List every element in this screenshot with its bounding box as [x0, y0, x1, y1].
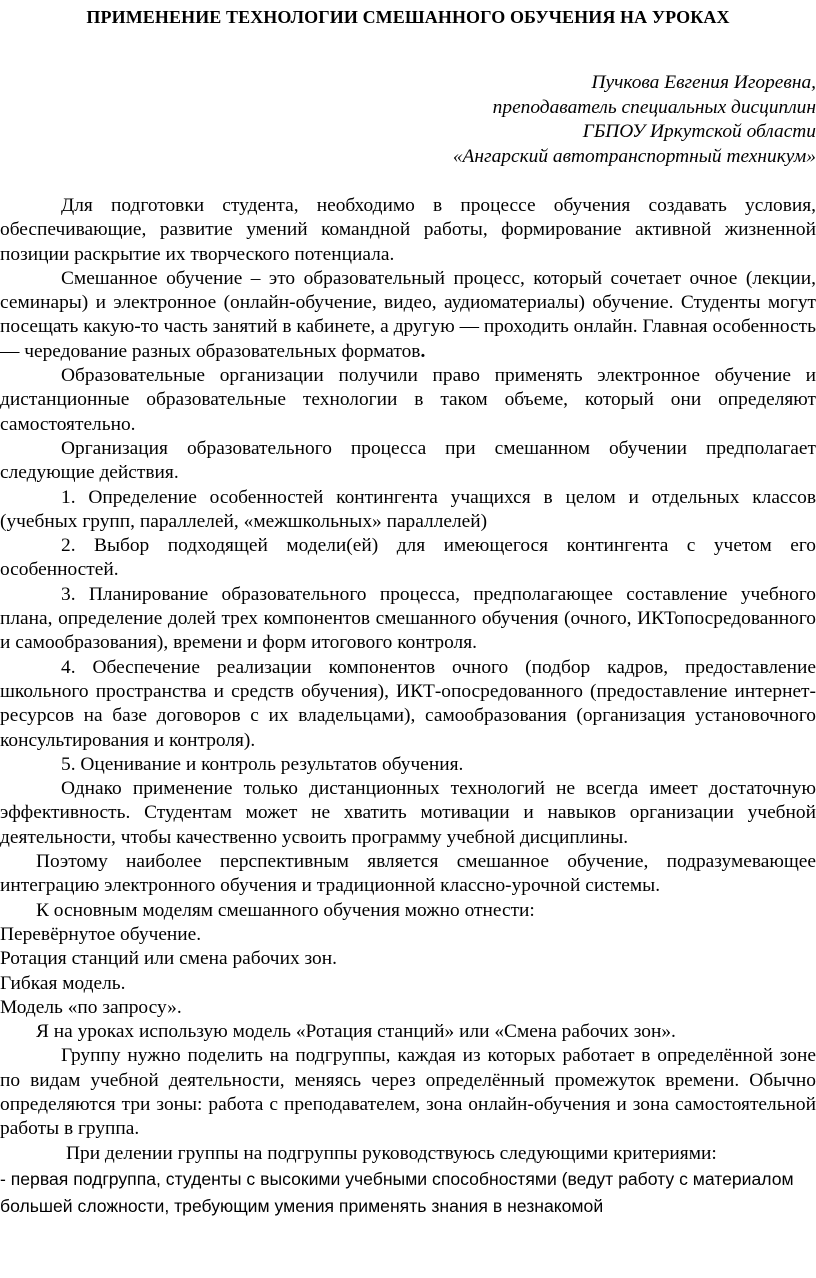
paragraph — [0, 267, 816, 364]
paragraph: При делении группы на подгруппы руководствуюсь следующими критериями: — [66, 1142, 717, 1164]
author-name: Пучкова Евгения Игоревна, — [591, 72, 816, 93]
list-item: 2. Выбор подходящей модели(ей) для имеющегося контингента с учетом его особенностей. — [0, 535, 816, 581]
model-list-item: Перевёрнутое обучение. — [0, 923, 202, 945]
document-title: ПРИМЕНЕНИЕ ТЕХНОЛОГИИ СМЕШАННОГО ОБУЧЕНИЯ НА УРОКАХ — [86, 7, 730, 27]
model-list-item: Ротация станций или смена рабочих зон. — [0, 948, 337, 970]
paragraph-criteria: - первая подгруппа, студенты с высокими учебными способностями (ведут работу с материалом большей сложности, требующим умения применять знания в незнакомой — [0, 1168, 794, 1216]
paragraph: Группу нужно поделить на подгруппы, каждая из которых работает в определённой зоне по видам учебной деятельности, меняясь через определённый промежуток времени. Обычно определяются три зоны: работа с преподавателем, зона онлайн-обучения и зона самостоятельной работы в группа. — [0, 1045, 816, 1140]
paragraph: Поэтому наиболее перспективным является смешанное обучение, подразумевающее интеграцию электронного обучения и традиционной классно-урочной системы. — [0, 851, 816, 897]
document-body — [0, 194, 816, 1220]
author-org-line1: ГБПОУ Иркутской области — [582, 121, 816, 143]
paragraph: Образовательные организации получили право применять электронное обучение и дистанционные образовательные технологии в таком объеме, который они определяют самостоятельно. — [0, 365, 816, 435]
paragraph-end-mark: . — [420, 340, 426, 362]
model-list-item: Гибкая модель. — [0, 972, 126, 994]
author-block — [296, 71, 816, 169]
list-item: 1. Определение особенностей контингента учащихся в целом и отдельных классов (учебных групп, параллелей, «межшкольных» параллелей) — [0, 486, 816, 532]
author-org-line2: «Ангарский автотранспортный техникум» — [452, 145, 816, 167]
author-position: преподаватель специальных дисциплин — [492, 96, 816, 118]
paragraph: К основным моделям смешанного обучения можно отнести: — [36, 899, 535, 921]
paragraph: Организация образовательного процесса при смешанном обучении предполагает следующие действия. — [0, 437, 816, 484]
paragraph: Однако применение только дистанционных технологий не всегда имеет достаточную эффективность. Студентам может не хватить мотивации и навыков организации учебной деятельности, чтобы качественно усвоить программу учебной дисциплины. — [0, 778, 816, 848]
list-item: 3. Планирование образовательного процесса, предполагающее составление учебного плана, определение долей трех компонентов смешанного обучения (очного, ИКТопосредованного и самообразования), времени и форм итогового контроля. — [0, 583, 816, 654]
paragraph: Я на уроках использую модель «Ротация станций» или «Смена рабочих зон». — [36, 1021, 676, 1043]
model-list-item: Модель «по запросу». — [0, 996, 182, 1018]
list-item: 4. Обеспечение реализации компонентов очного (подбор кадров, предоставление школьного пространства и средств обучения), ИКТ-опосредованного (предоставление интернет-ресурсов на базе договоров с их владельцами), самообразования (организация установочного консультирования и контроля). — [0, 656, 816, 751]
paragraph: Для подготовки студента, необходимо в процессе обучения создавать условия, обеспечивающие, развитие умений командной работы, формирование активной жизненной позиции раскрытие их творческого потенциала. — [0, 195, 816, 265]
paragraph-text: Смешанное обучение – это образовательный процесс, который сочетает очное (лекции, семинары) и электронное (онлайн-обучение, видео, аудиоматериалы) обучение. Студенты могут посещать какую-то часть занятий в кабинете, а другую — проходить онлайн. Главная особенность — чередование разных образовательных форматов — [0, 267, 816, 362]
list-item: 5. Оценивание и контроль результатов обучения. — [61, 753, 464, 775]
